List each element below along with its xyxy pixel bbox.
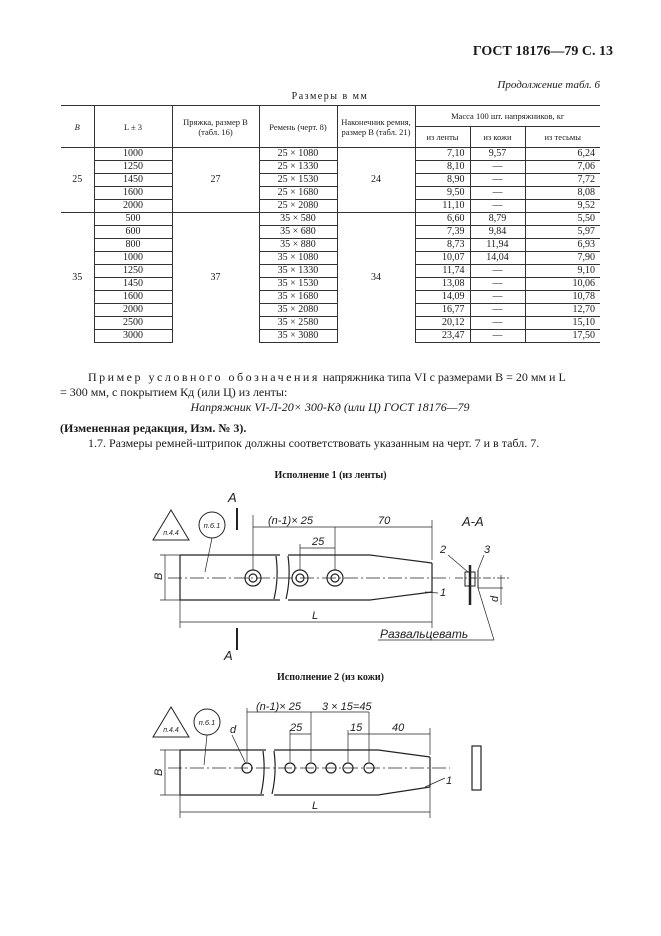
cell-mass-leather: — [470, 200, 525, 213]
cell-l: 1450 [94, 174, 172, 187]
cell-strap: 25 × 1680 [259, 187, 337, 200]
header-mass: Масса 100 шт. напряжников, кг [415, 106, 600, 127]
cell-strap: 35 × 1330 [259, 265, 337, 278]
cell-strap: 35 × 1680 [259, 291, 337, 304]
cell-strap: 35 × 880 [259, 239, 337, 252]
cell-mass-braid: 17,50 [525, 330, 600, 343]
cell-mass-tape: 7,39 [415, 226, 470, 239]
cell-mass-leather: — [470, 174, 525, 187]
header-b: B [61, 106, 94, 148]
d1-dim-70: 70 [378, 515, 391, 527]
cell-mass-tape: 13,08 [415, 278, 470, 291]
revision-note: (Измененная редакция, Изм. № 3). [60, 421, 247, 435]
d1-pitch: (n-1)× 25 [268, 515, 313, 527]
cell-mass-braid: 8,08 [525, 187, 600, 200]
cell-mass-tape: 7,10 [415, 148, 470, 161]
example-text-2: = 300 мм, с покрытием Кд (или Ц) из ленты: [60, 385, 288, 399]
cell-mass-braid: 5,50 [525, 213, 600, 226]
cell-mass-leather: 8,79 [470, 213, 525, 226]
cell-mass-braid: 9,52 [525, 200, 600, 213]
d2-dim-d: d [230, 724, 237, 736]
d1-dim-b: B [153, 572, 165, 580]
cell-strap: 25 × 1530 [259, 174, 337, 187]
cell-mass-leather: — [470, 187, 525, 200]
cell-strap: 25 × 1080 [259, 148, 337, 161]
cell-mass-tape: 8,90 [415, 174, 470, 187]
clause-1-7: 1.7. Размеры ремней-штрипок должны соответствовать указанным на черт. 7 и в табл. 7. [88, 436, 540, 450]
cell-strap: 35 × 1530 [259, 278, 337, 291]
d2-dim-25: 25 [290, 722, 303, 734]
cell-mass-tape: 23,47 [415, 330, 470, 343]
d1-dim-25: 25 [312, 536, 325, 548]
header-mass-tape: из ленты [415, 127, 470, 148]
cell-mass-tape: 8,10 [415, 161, 470, 174]
cell-mass-braid: 6,24 [525, 148, 600, 161]
cell-mass-leather: 14,04 [470, 252, 525, 265]
cell-l: 1600 [94, 291, 172, 304]
cell-mass-leather: — [470, 291, 525, 304]
cell-mass-braid: 10,78 [525, 291, 600, 304]
cell-l: 2000 [94, 200, 172, 213]
cell-mass-braid: 5,97 [525, 226, 600, 239]
cell-strap: 35 × 2580 [259, 317, 337, 330]
cell-mass-leather: — [470, 317, 525, 330]
cell-l: 1000 [94, 148, 172, 161]
cell-mass-braid: 7,72 [525, 174, 600, 187]
d2-dim-15: 15 [350, 722, 363, 734]
header-l: L ± 3 [94, 106, 172, 148]
cell-mass-leather: 9,84 [470, 226, 525, 239]
drawing1-caption: Исполнение 1 (из ленты) [274, 470, 387, 481]
d2-dim-b: B [153, 768, 165, 776]
d1-section-title: А-А [462, 514, 484, 529]
cell-l: 3000 [94, 330, 172, 343]
cell-strap: 35 × 680 [259, 226, 337, 239]
example-lead: Пример условного обозначения [88, 370, 320, 384]
cell-strap: 35 × 3080 [259, 330, 337, 343]
cell-mass-leather: — [470, 161, 525, 174]
cell-l: 500 [94, 213, 172, 226]
d1-note-tri: п.4.4 [163, 530, 179, 537]
cell-mass-leather: 9,57 [470, 148, 525, 161]
cell-strap: 35 × 580 [259, 213, 337, 226]
d2-holes: 3 × 15=45 [322, 701, 372, 713]
cell-mass-braid: 6,93 [525, 239, 600, 252]
header-tip: Наконечник ремня, размер B (табл. 21) [337, 106, 415, 148]
cell-b: 35 [61, 213, 94, 343]
d1-strap-right [288, 555, 432, 600]
cell-l: 1250 [94, 161, 172, 174]
cell-mass-braid: 10,06 [525, 278, 600, 291]
cell-mass-braid: 15,10 [525, 317, 600, 330]
d2-note-circ: п.6.1 [198, 718, 216, 727]
example-designation: Напряжник VI-Л-20× 300-Кд (или Ц) ГОСТ 18176—79 [190, 400, 470, 414]
cell-mass-tape: 9,50 [415, 187, 470, 200]
cell-mass-leather: 11,94 [470, 239, 525, 252]
cell-l: 2500 [94, 317, 172, 330]
cell-mass-braid: 7,06 [525, 161, 600, 174]
cell-mass-braid: 7,90 [525, 252, 600, 265]
drawing2-caption: Исполнение 2 (из кожи) [277, 672, 384, 683]
header-strap: Ремень (черт. 8) [259, 106, 337, 148]
cell-mass-tape: 8,73 [415, 239, 470, 252]
d2-note-tri: п.4.4 [163, 727, 179, 734]
d1-callout-2: 2 [440, 544, 447, 556]
cell-mass-leather: — [470, 265, 525, 278]
d1-strap-left [180, 555, 280, 600]
d2-pitch: (n-1)× 25 [256, 701, 301, 713]
page-header: ГОСТ 18176—79 С. 13 [472, 44, 613, 59]
cell-tip: 34 [337, 213, 415, 343]
cell-strap: 35 × 2080 [259, 304, 337, 317]
cell-mass-tape: 10,07 [415, 252, 470, 265]
header-mass-leather: из кожи [470, 127, 525, 148]
cell-l: 800 [94, 239, 172, 252]
cell-mass-tape: 14,09 [415, 291, 470, 304]
cell-mass-tape: 6,60 [415, 213, 470, 226]
cell-tip: 24 [337, 148, 415, 213]
cell-strap: 25 × 2080 [259, 200, 337, 213]
header-mass-braid: из тесьмы [525, 127, 600, 148]
cell-mass-leather: — [470, 304, 525, 317]
cell-b: 25 [61, 148, 94, 213]
d1-callout-1: 1 [440, 587, 447, 599]
example-text-1: напряжника типа VI с размерами B = 20 мм и L [319, 370, 566, 384]
cell-buckle: 37 [172, 213, 259, 343]
d1-section-a-top: А [228, 490, 237, 505]
d1-break-marks [274, 556, 289, 599]
header-buckle: Пряжка, размер B (табл. 16) [172, 106, 259, 148]
units-note: Размеры в мм [291, 91, 369, 102]
cell-l: 600 [94, 226, 172, 239]
d1-section-a-bottom: А [224, 648, 233, 663]
cell-mass-braid: 9,10 [525, 265, 600, 278]
cell-strap: 25 × 1330 [259, 161, 337, 174]
cell-mass-tape: 20,12 [415, 317, 470, 330]
cell-mass-tape: 11,10 [415, 200, 470, 213]
cell-mass-leather: — [470, 330, 525, 343]
cell-l: 1000 [94, 252, 172, 265]
table-continuation-note: Продолжение табл. 6 [497, 79, 600, 91]
cell-l: 1450 [94, 278, 172, 291]
d1-dim-l: L [312, 610, 319, 622]
d1-dim-d: d [489, 595, 501, 602]
d1-note-circ: п.6.1 [203, 521, 221, 530]
cell-buckle: 27 [172, 148, 259, 213]
cell-mass-tape: 11,74 [415, 265, 470, 278]
cell-l: 2000 [94, 304, 172, 317]
d2-dim-40: 40 [392, 722, 405, 734]
cell-mass-braid: 12,70 [525, 304, 600, 317]
cell-mass-tape: 16,77 [415, 304, 470, 317]
d1-rivet-note: Развальцевать [380, 627, 469, 641]
cell-l: 1600 [94, 187, 172, 200]
cell-mass-leather: — [470, 278, 525, 291]
d1-callout-3: 3 [484, 544, 491, 556]
cell-strap: 35 × 1080 [259, 252, 337, 265]
d2-callout-1: 1 [446, 775, 453, 787]
d2-dim-l: L [312, 800, 319, 812]
cell-l: 1250 [94, 265, 172, 278]
